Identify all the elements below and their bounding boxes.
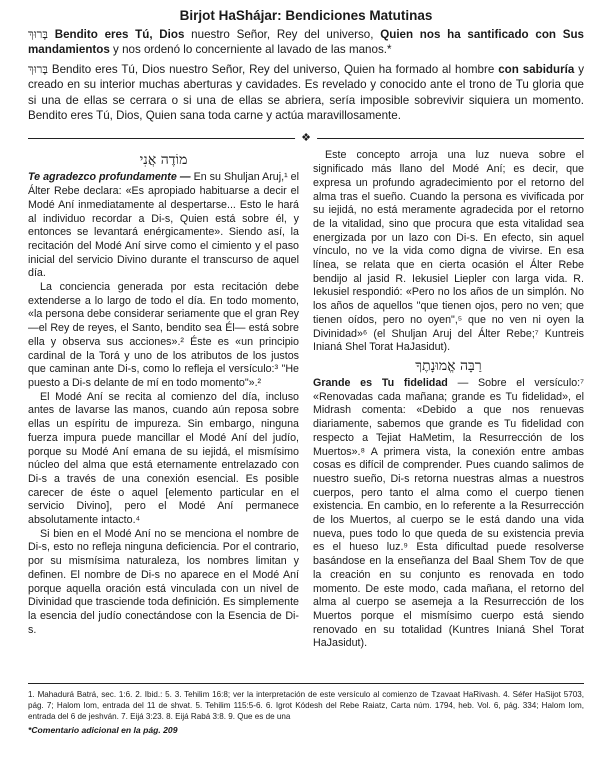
blessing-asher-yatzar: [28, 62, 584, 124]
page-title: Birjot HaShájar: Bendiciones Matutinas: [179, 8, 433, 23]
paragraph-lead: Te agradezco profundamente —: [28, 171, 194, 184]
commentary-columns: [28, 149, 584, 651]
left-paragraph: La conciencia generada por esta recitación debe extenderse a lo largo de todo el día. En todo momento, «la persona debe considerar seriamente que el gran Rey —el Rey de reyes, el Santo, bendito sea Él— está sobre ella y observa sus acciones».² Éste es «un principio cardinal de la Torá y uno de los atributos de los justos que caminan ante Di-s, como lo refleja el versículo:³ "He puesto a Di-s delante de mí en todo momento"».²: [28, 281, 299, 389]
left-paragraph: El Modé Aní se recita al comienzo del día, incluso antes de lavarse las manos, cuando aún reposa sobre ellas un espíritu de impureza. Sin embargo, ninguna fuerza impura puede mancillar el Modé Aní del judío, porque su Modé Aní emana de su iejidá, el mismísimo núcleo del alma que está eternamente entrelazado con Di-s a través de una conexión esencial. Es posible carecer de éste o aquel [elemento particular en el servicio Divino], pero el Modé Aní permanece absolutamente intacto.⁴: [28, 390, 299, 527]
section-divider: [28, 131, 584, 147]
right-column-hebrew-heading: רַבָּה אֱמוּנָתֶךָ: [415, 357, 482, 374]
blessing-bold-c: Quien nos ha santificado con Sus mandamientos: [28, 28, 584, 57]
blessing-text-a: Bendito eres Tú, Dios nuestro Señor, Rey del universo, Quien ha formado al hombre: [47, 62, 499, 76]
divider-ornament-icon: ❖: [295, 131, 317, 145]
left-paragraph: Si bien en el Modé Aní no se menciona el nombre de Di-s, esto no refleja ninguna deficiencia. Por el contrario, por su mismísima naturaleza, los nombres limitan y definen. El nombre de Di-s no aparece en el Modé Aní porque aquella oración está vinculada con un nivel de Divinidad que trasciende toda definición. Es simplemente la esencia del judío conectándose con la Esencia de Di-s.: [28, 527, 299, 636]
blessing-text-d: y nos ordenó lo concerniente al lavado de las manos.*: [109, 43, 392, 57]
footnotes: [28, 683, 584, 736]
left-column-hebrew-heading: מוֹדֶה אֲנִי: [139, 152, 188, 169]
blessing-hebrew-word: בָּרוּךְ: [28, 27, 48, 41]
footnotes-text: 1. Mahadurá Batrá, sec. 1:6. 2. Ibid.: 5. 3. Tehilim 16:8; ver la interpretación de este versículo al comienzo de Tzavaat HaRivash. 4. Séfer HaSijot 5703, pág. 7; Halom Iom, entrada del 11 de shvat. 5. Tehilim 115:5-6. 6. Igrot Kódesh del Rebe Raiatz, Carta núm. 1794, heb. Vol. 6, pág. 334; Halom Iom, entrada del 6 de jeshván. 7. Eijá 3:23. 8. Eijá Rabá 3:8. 9. Que es de una: [28, 690, 584, 721]
blessing-text-b: nuestro Señor, Rey del universo,: [184, 28, 381, 41]
right-paragraph: [313, 377, 584, 651]
paragraph-text: En su Shuljan Aruj,¹ el Álter Rebe declara: «Es apropiado habituarse a decir el Modé Aní inmediatamente al despertarse... Esto le hará al individuo recordar a Di-s, Quien está sobre él, y entonces se levantará enérgicamente». Siendo así, la recitación del Modé Aní sirve como el cimiento y el paso inicial del servicio Divino durante el transcurso de aquel día.: [28, 171, 299, 280]
blessing-hebrew-word: בָּרוּךְ: [28, 61, 48, 76]
right-paragraph: Este concepto arroja una luz nueva sobre el significado más llano del Modé Aní; es decir, que expresa un profundo agradecimiento por el retorno del alma tras el sueño. Cuando la persona es vivificada por su iejidá, no está meramente agradecida por el retorno de la vitalidad, sino que procura que esta vitalidad sea energizada por un lazo con Di-s. En efecto, sin aquel vínculo, no ve la vida como digna de vivirse. En esa línea, se relata que en cierta ocasión el Álter Rebe bendijo al jasid R. Iekusiel Liepler con larga vida. R. Iekusiel respondió: «Pero no los años de un simplón. No los años de aquellos "que tienen ojos, pero no ven; que tienen oídos, pero no oyen",⁵ que no ven ni oyen la Divinidad»⁶ (el Shuljan Aruj del Álter Rebe;⁷ Kuntreis Inianá Shel Torat HaJasidut).: [313, 149, 584, 354]
paragraph-text: — Sobre el versículo:⁷ «Renovadas cada mañana; grande es Tu fidelidad», el Midrash comenta: «Debido a que nos renuevas diariamente, sabemos que grande es Tu fidelidad con respecto a Tejiat HaMetim, la Resurrección de los Muertos».⁸ A primera vista, la conexión entre ambas cosas es difícil de comprender. Pues cuando salimos de nuestro sueño, Di-s retorna nuestras almas a nuestros cuerpos, pero tanto el alma como el cuerpo tienen existencia. En cambio, en lo referente a la Resurrección de los Muertos, al cuerpo se le está dando una vida nueva, pues todo lo que queda de su existencia previa es el hueso luz.⁹ Esta dificultad puede resolverse basándose en la enseñanza del Baal Shem Tov de que la creación en su conjunto es renovada en todo momento. De este modo, cada mañana, el retorno del alma al cuerpo se asemeja a la Resurrección de los Muertos porque el mismísimo cuerpo está siendo renovado en su totalidad (Kuntres Inianá Shel Torat HaJasidut).: [313, 376, 584, 650]
paragraph-lead: Grande es Tu fidelidad: [313, 376, 448, 389]
blessing-text-c: y creado en su interior muchas aberturas y cavidades. Es revelado y conocido ante el trono de Tu gloria que si una de ellas se cerrara o si una de ellas se abriera, sería imposible sobrevivir siquiera un momento. Bendito eres Tú, Dios, Quien sana toda carne y actúa maravillosamente.: [28, 62, 584, 123]
left-paragraph: [28, 171, 299, 281]
additional-comment-note: *Comentario adicional en la pág. 209: [28, 725, 178, 735]
blessing-bold-b: con sabiduría: [498, 62, 575, 76]
right-column: [313, 149, 584, 651]
left-column: [28, 149, 299, 651]
blessing-bold-a: Bendito eres Tú, Dios: [47, 28, 185, 41]
blessing-hand-washing: [28, 27, 584, 58]
